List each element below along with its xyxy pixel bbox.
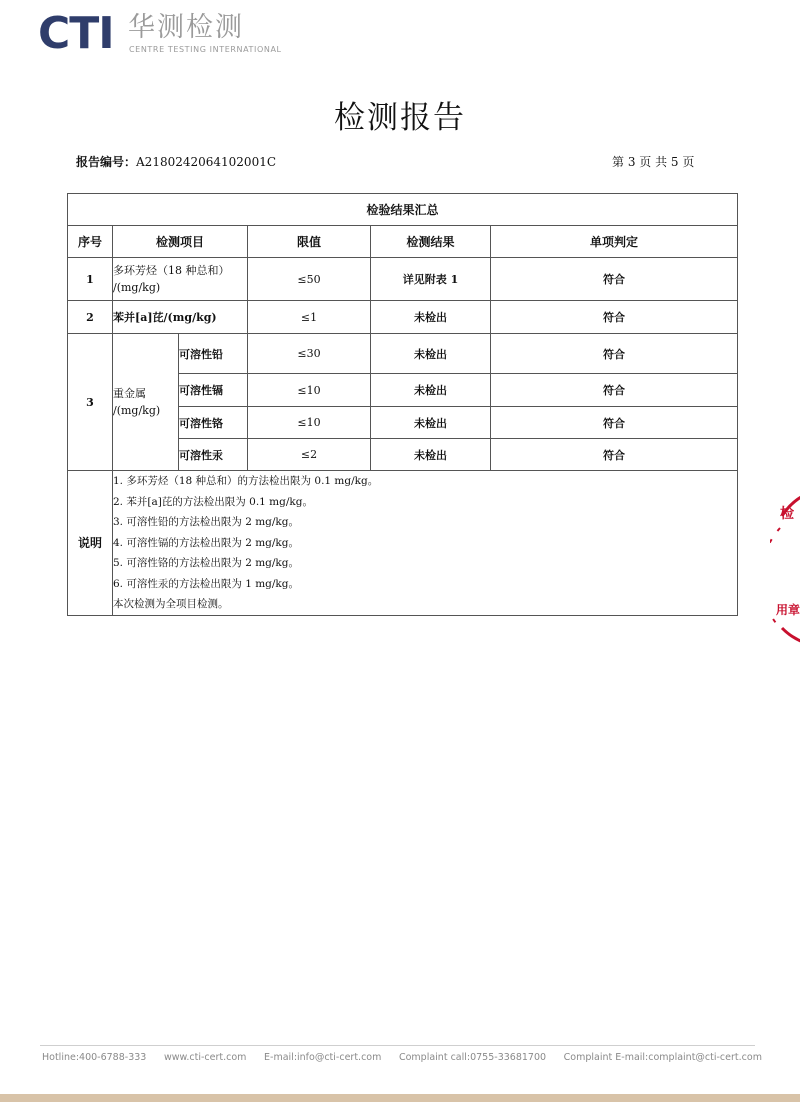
footer-email[interactable]: E-mail:info@cti-cert.com: [264, 1052, 382, 1063]
header-no: 序号: [68, 226, 113, 258]
row-limit: ≤2: [248, 439, 371, 471]
footer-complaint-call: Complaint call:0755-33681700: [398, 1052, 547, 1063]
report-number-label: 报告编号：: [76, 155, 137, 169]
row-item: 苯并[a]芘/(mg/kg): [113, 301, 248, 334]
header-limit: 限值: [248, 226, 371, 258]
sub-item: 可溶性汞: [179, 439, 248, 471]
table-row: [68, 334, 738, 374]
sub-item: 可溶性铅: [179, 334, 248, 374]
footer-complaint-email[interactable]: Complaint E-mail:complaint@cti-cert.com: [563, 1052, 762, 1063]
table-caption: 检验结果汇总: [68, 194, 738, 226]
header-result: 检测结果: [371, 226, 491, 258]
notes-row: [68, 471, 738, 616]
row-result: 未检出: [371, 439, 491, 471]
row-item: [113, 258, 248, 301]
report-number-value: A2180242064102001C: [136, 155, 277, 169]
row-limit: ≤10: [248, 407, 371, 439]
row-result: 未检出: [371, 301, 491, 334]
note-line: 1. 多环芳烃（18 种总和）的方法检出限为 0.1 mg/kg。: [113, 475, 379, 487]
page-info: 第 3 页 共 5 页: [612, 155, 695, 169]
row-verdict: 符合: [491, 334, 738, 374]
sub-item: 可溶性铬: [179, 407, 248, 439]
row-item-line1: 多环芳烃（18 种总和）: [113, 264, 230, 277]
notes-label: 说明: [68, 471, 113, 616]
footer-hotline: Hotline:400-6788-333: [42, 1052, 147, 1063]
header-verdict: 单项判定: [491, 226, 738, 258]
document-title: 检测报告: [334, 100, 466, 136]
row-no: 2: [68, 301, 113, 334]
row-limit: ≤1: [248, 301, 371, 334]
report-number: [76, 153, 276, 170]
logo-cti-text: CTI: [38, 8, 114, 59]
row-limit: ≤30: [248, 334, 371, 374]
notes-content: [113, 471, 738, 616]
row-no: 1: [68, 258, 113, 301]
stamp-arc-bottom: [782, 628, 800, 646]
note-line: 4. 可溶性镉的方法检出限为 2 mg/kg。: [113, 536, 300, 549]
sub-item: 可溶性镉: [179, 374, 248, 407]
table-row: [68, 301, 738, 334]
row-verdict: 符合: [491, 439, 738, 471]
logo-english-text: CENTRE TESTING INTERNATIONAL: [129, 45, 282, 54]
row-item-line2: /(mg/kg): [113, 281, 161, 294]
group-item: [113, 334, 179, 471]
note-line: 5. 可溶性铬的方法检出限为 2 mg/kg。: [113, 557, 300, 569]
row-verdict: 符合: [491, 301, 738, 334]
row-limit: ≤10: [248, 374, 371, 407]
table-header-row: [68, 226, 738, 258]
row-verdict: 符合: [491, 407, 738, 439]
group-name: 重金属: [113, 387, 146, 400]
note-line: 2. 苯并[a]芘的方法检出限为 0.1 mg/kg。: [113, 495, 313, 508]
page-bottom-edge: [0, 1094, 800, 1102]
stamp-text-bottom: 用章: [776, 603, 800, 617]
group-unit: /(mg/kg): [113, 404, 161, 417]
footer-website[interactable]: www.cti-cert.com: [163, 1052, 247, 1063]
row-result: 未检出: [371, 334, 491, 374]
footer: [42, 1052, 762, 1063]
footer-divider: [40, 1045, 755, 1046]
table-row: [68, 258, 738, 301]
row-result: 未检出: [371, 407, 491, 439]
note-line: 本次检测为全项目检测。: [113, 598, 229, 610]
header-item: 检测项目: [113, 226, 248, 258]
stamp-text-top: 检: [780, 506, 794, 522]
note-line: 3. 可溶性铅的方法检出限为 2 mg/kg。: [113, 516, 300, 528]
official-seal-stamp: [770, 488, 800, 648]
row-verdict: 符合: [491, 374, 738, 407]
note-line: 6. 可溶性汞的方法检出限为 1 mg/kg。: [113, 577, 300, 590]
row-result: 未检出: [371, 374, 491, 407]
row-verdict: 符合: [491, 258, 738, 301]
results-summary-table: [67, 193, 738, 616]
row-no: 3: [68, 334, 113, 471]
row-result: 详见附表 1: [371, 258, 491, 301]
row-limit: ≤50: [248, 258, 371, 301]
logo-chinese-text: 华测检测: [128, 12, 244, 43]
